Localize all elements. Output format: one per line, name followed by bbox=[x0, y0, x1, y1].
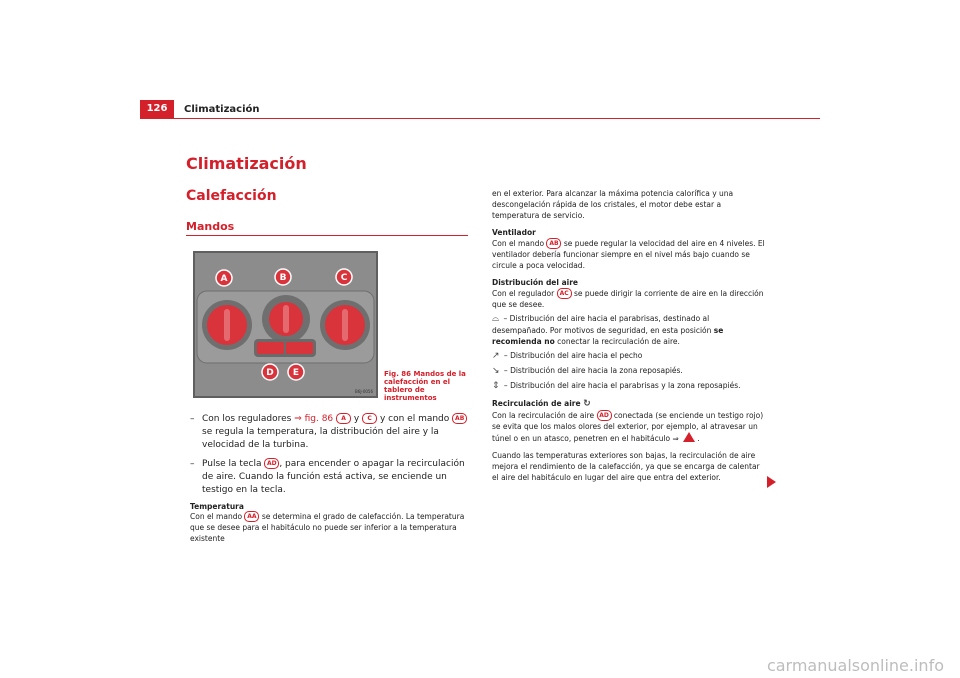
figure-label-e: E bbox=[292, 368, 300, 378]
intro-paragraph: en el exterior. Para alcanzar la máxima potencia calorífica y una descongelación rápida de los cristales, el motor debe estar a temperatura de servicio. bbox=[492, 189, 734, 220]
recirculation-heading: Recirculación de aire ↻ bbox=[492, 399, 591, 409]
figure-label-d: D bbox=[266, 368, 274, 378]
windshield-feet-option: ⇕ – Distribución del aire hacia el parabrisas y la zona reposapiés. bbox=[492, 381, 741, 391]
step-text: Con los reguladores bbox=[202, 414, 295, 424]
figure-label-a: A bbox=[220, 274, 228, 284]
control-badge-c: C bbox=[362, 413, 377, 424]
fan-section: Ventilador Con el mando AB se puede regular la velocidad del aire en 4 niveles. El ventilador debería funcionar siempre en el nivel más bajo cuando se circule a poca velocidad. bbox=[492, 227, 767, 271]
figure-ref-code: B6J-0056 bbox=[355, 389, 373, 394]
control-badge-d: AD bbox=[264, 458, 279, 469]
right-column bbox=[492, 188, 767, 489]
recirculation-section: Recirculación de aire ↻ Con la recirculación de aire AD conectada (se enciende un testigo rojo) se evita que los malos olores del exterior, por ejemplo, al atravesar un túnel o en un atasco, penetren en el habitáculo ⇒ . Cuando las temperaturas exteriores son bajas, la recirculación de aire mejora el rendimiento de la calefacción, ya que se encarga de calentar el aire del habitáculo en lugar del aire que entra del exterior. bbox=[492, 398, 767, 483]
distribution-section: Distribución del aire Con el regulador AC se puede dirigir la corriente de aire en la dirección que se desee. ⌓ – Distribución del aire hacia el parabrisas, destinado al desempañado. Por motivos de seguridad, en esta posición se recomienda no conectar la recirculación de aire. ↗ – Distribución del aire hacia el pecho ↘ – Distribución del aire hacia la zona reposapiés. ⇕ – Distribución del aire hacia el parabrisas y la zona reposapiés. bbox=[492, 277, 767, 392]
temperature-section bbox=[190, 496, 472, 544]
recirculation-paragraph: Cuando las temperaturas exteriores son bajas, la recirculación de aire mejora el rendimiento de la calefacción, ya que se encarga de calentar el aire del habitáculo en lugar del aire que entra del exterior. bbox=[492, 451, 760, 482]
list-item bbox=[190, 413, 472, 452]
list-dash: – bbox=[190, 459, 195, 469]
footwell-option: ↘ – Distribución del aire hacia la zona reposapiés. bbox=[492, 366, 683, 376]
heater-controls-figure bbox=[193, 251, 378, 398]
air-to-windshield-and-feet-icon: ⇕ bbox=[492, 381, 500, 391]
windshield-defrost-icon: ⌓ bbox=[492, 314, 500, 324]
warning-icon[interactable] bbox=[683, 432, 695, 442]
section-title: Calefacción bbox=[186, 188, 277, 204]
step-text: y con el mando bbox=[377, 414, 453, 424]
recirculation-button bbox=[257, 342, 284, 354]
control-badge-b: AB bbox=[546, 238, 561, 249]
distribution-heading: Distribución del aire bbox=[492, 278, 578, 287]
list-item bbox=[190, 458, 472, 497]
running-title: Climatización bbox=[184, 104, 260, 115]
header-rule bbox=[140, 118, 820, 119]
figure-caption: Fig. 86 Mandos de la calefacción en el tablero de instrumentos bbox=[384, 370, 466, 402]
step-text: Pulse la tecla bbox=[202, 459, 265, 469]
watermark: carmanualsonline.info bbox=[766, 656, 944, 675]
figure-reference-link[interactable]: ⇒ fig. 86 bbox=[294, 414, 334, 424]
control-badge-b: AB bbox=[452, 413, 467, 424]
figure-label-c: C bbox=[340, 273, 348, 283]
air-to-feet-icon: ↘ bbox=[492, 366, 500, 376]
windshield-option: ⌓ – Distribución del aire hacia el parabrisas, destinado al desempañado. Por motivos de seguridad, en esta posición se recomienda no conectar la recirculación de aire. bbox=[492, 314, 724, 346]
subsection-title: Mandos bbox=[186, 220, 235, 233]
chest-option: ↗ – Distribución del aire hacia el pecho bbox=[492, 351, 643, 361]
figure-label-b: B bbox=[279, 273, 287, 283]
control-badge-a: AA bbox=[244, 511, 259, 522]
page-number: 126 bbox=[140, 100, 174, 118]
control-badge-d: AD bbox=[597, 410, 612, 421]
steps-list bbox=[190, 413, 472, 503]
recirculation-icon: ↻ bbox=[583, 399, 591, 409]
step-text: se regula la temperatura, la distribución del aire y la velocidad de la turbina. bbox=[202, 427, 439, 450]
control-badge-a: A bbox=[336, 413, 351, 424]
fan-heading: Ventilador bbox=[492, 228, 536, 237]
next-page-arrow-icon[interactable] bbox=[767, 476, 776, 488]
list-dash: – bbox=[190, 414, 195, 424]
temperature-text: Con el mando AA se determina el grado de calefacción. La temperatura que se desee para el habitáculo no puede ser inferior a la temperatura existente bbox=[190, 512, 465, 543]
control-badge-c: AC bbox=[557, 288, 572, 299]
step-text: y bbox=[351, 414, 363, 424]
step-text: , para encender o apagar la recirculación de aire. Cuando la función está activa, se enciende un testigo en la tecla. bbox=[202, 459, 465, 495]
ac-button bbox=[286, 342, 313, 354]
chapter-title: Climatización bbox=[186, 154, 307, 173]
temperature-heading: Temperatura bbox=[190, 502, 244, 511]
air-to-chest-icon: ↗ bbox=[492, 351, 500, 361]
subsection-rule bbox=[186, 235, 468, 236]
